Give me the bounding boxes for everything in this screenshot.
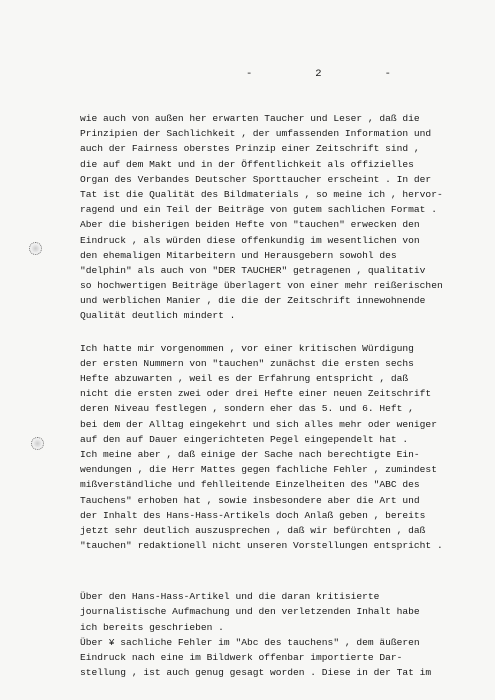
punch-hole-bottom [31, 437, 44, 450]
paragraph-1 [80, 111, 475, 324]
text-line: so hochwertigen Beiträge überlagert von einer mehr reißerischen [80, 280, 443, 292]
text-line: jetzt sehr deutlich auszusprechen , daß wir befürchten , daß [80, 524, 426, 536]
text-line: nicht die ersten zwei oder drei Hefte einer neuen Zeitschrift [80, 388, 432, 400]
text-line: journalistische Aufmachung und den verletzenden Inhalt habe [80, 606, 420, 618]
letter-body [80, 111, 475, 680]
text-line: und werblichen Manier , die die der Zeitschrift innewohnende [80, 295, 426, 307]
text-line: wie auch von außen her erwarten Taucher und Leser , daß die [80, 113, 420, 124]
paragraph-spacer [80, 553, 475, 589]
text-line: ragend und ein Teil der Beiträge von gutem sachlichen Format . [80, 204, 437, 216]
text-line: deren Niveau festlegen , sondern eher das 5. und 6. Heft , [80, 403, 414, 415]
text-line: Aber die bisherigen beiden Hefte von "tauchen" erwecken den [80, 219, 420, 231]
text-line: stellung , ist auch genug gesagt worden . Diese in der Tat im [80, 667, 432, 679]
text-line: Hefte abzuwarten , weil es der Erfahrung entspricht , daß [80, 373, 409, 384]
text-line: Prinzipien der Sachlichkeit , der umfassenden Information und [80, 128, 432, 140]
text-line: Tat ist die Qualität des Bildmaterials , so meine ich , hervor- [80, 188, 443, 200]
text-line: wendungen , die Herr Mattes gegen fachliche Fehler , zumindest [80, 464, 437, 476]
page-number: - 2 - [246, 68, 391, 80]
text-line: Qualität deutlich mindert . [80, 310, 236, 322]
text-line: Organ des Verbandes Deutscher Sporttaucher erscheint . In der [80, 173, 432, 185]
text-line: ich bereits geschrieben . [80, 621, 224, 633]
paragraph-3 [80, 589, 475, 680]
text-line: auf den auf Dauer eingerichteten Pegel eingependelt hat . [80, 433, 409, 445]
text-line: bei dem der Alltag eingekehrt und sich alles mehr oder weniger [80, 418, 437, 430]
text-line: Eindruck nach eine im Bildwerk offenbar importierte Dar- [80, 652, 403, 663]
text-line: die auf dem Makt und in der Öffentlichkeit als offizielles [80, 158, 414, 170]
text-line: der ersten Nummern von "tauchen" zunächst die ersten sechs [80, 357, 414, 369]
text-line: der Inhalt des Hans-Hass-Artikels doch Anlaß geben , bereits [80, 509, 426, 521]
text-line: "tauchen" redaktionell nicht unseren Vorstellungen entspricht . [80, 540, 443, 552]
text-line: mißverständliche und fehlleitende Einzelheiten des "ABC des [80, 479, 420, 491]
text-line: Über den Hans-Hass-Artikel und die daran kritisierte [80, 591, 380, 603]
paragraph-spacer [80, 324, 475, 341]
text-line: Ich hatte mir vorgenommen , vor einer kritischen Würdigung [80, 342, 414, 354]
text-line: den ehemaligen Mitarbeitern und Herausgebern sowohl des [80, 249, 397, 261]
punch-hole-top [29, 242, 42, 255]
text-line: "delphin" als auch von "DER TAUCHER" getragenen , qualitativ [80, 264, 426, 276]
text-line: Über ¥ sachliche Fehler im "Abc des tauchens" , dem äußeren [80, 636, 420, 648]
text-line: Ich meine aber , daß einige der Sache nach berechtigte Ein- [80, 448, 420, 460]
text-line: Tauchens" erhoben hat , sowie insbesondere aber die Art und [80, 494, 420, 506]
text-line: Eindruck , als würden diese offenkundig im wesentlichen von [80, 234, 420, 246]
paragraph-2 [80, 341, 475, 554]
text-line: auch der Fairness oberstes Prinzip einer Zeitschrift sind , [80, 143, 420, 155]
